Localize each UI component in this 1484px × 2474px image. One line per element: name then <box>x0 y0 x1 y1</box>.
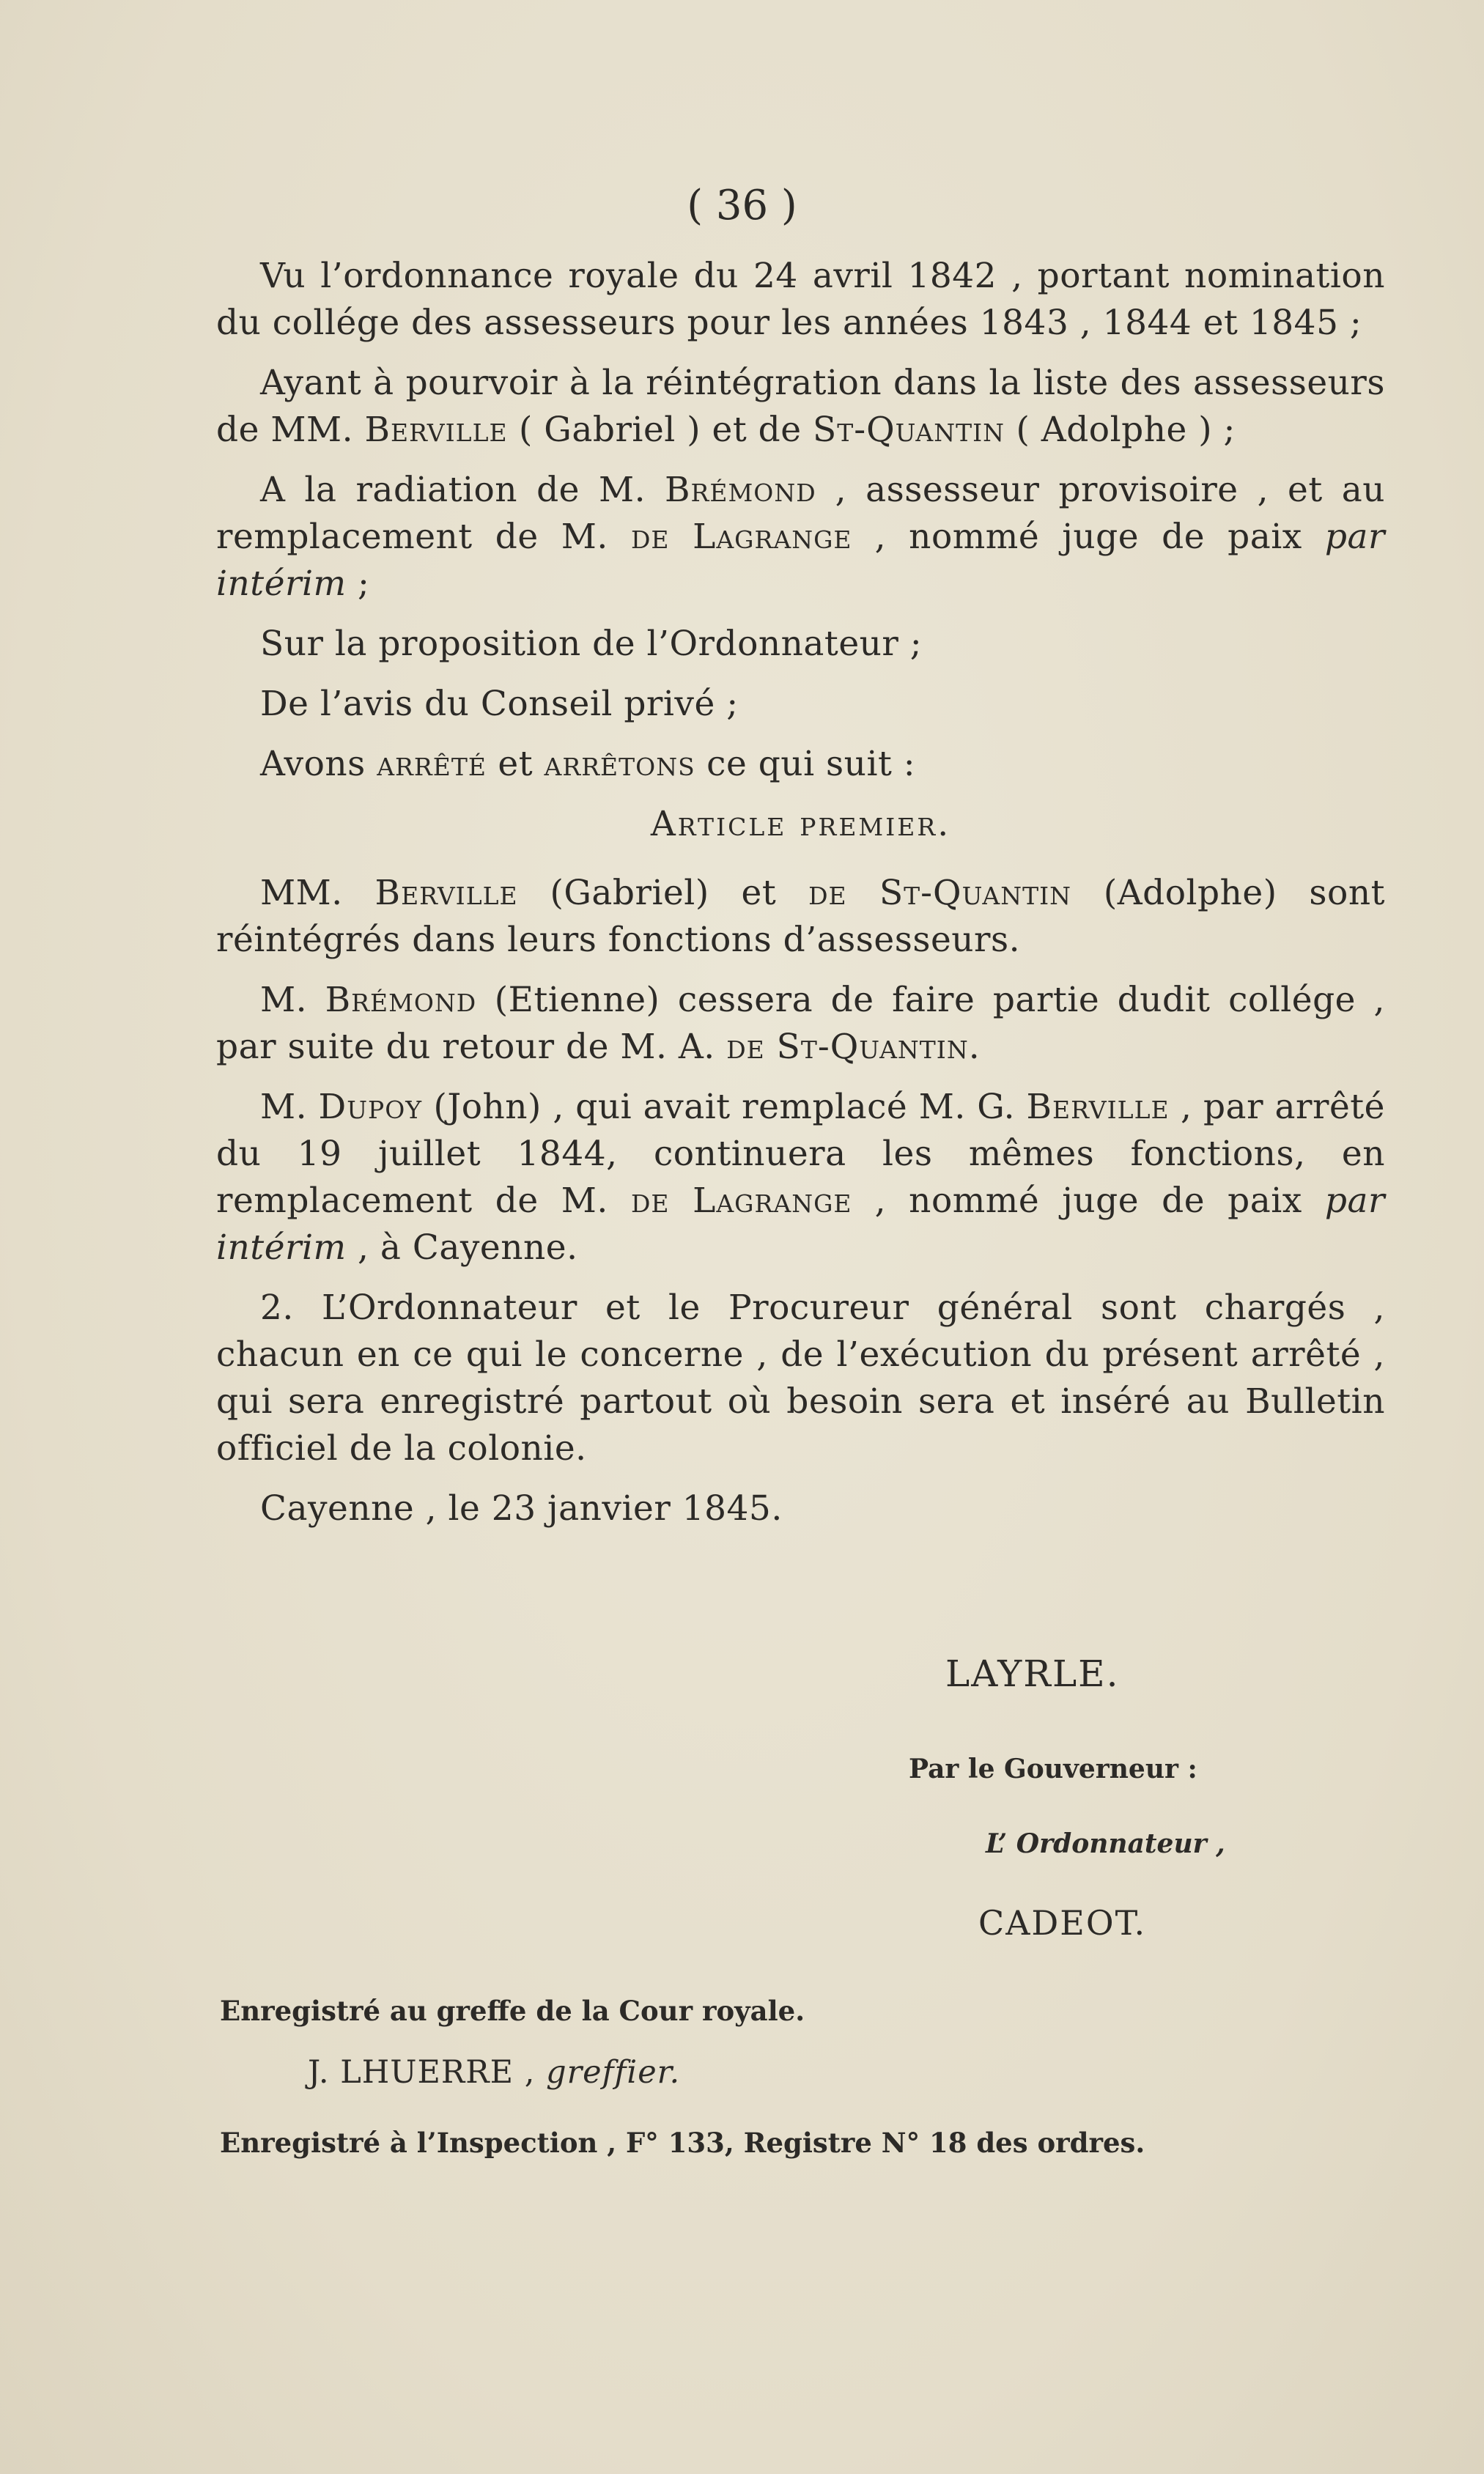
article-heading: Article premier. <box>650 804 951 844</box>
paragraph-avons-arrete: Avons arrêté et arrêtons ce qui suit : <box>260 744 916 784</box>
registration-greffier: J. LHUERRE , greffier. <box>308 2054 681 2091</box>
ordinance-body <box>216 253 1385 1546</box>
paragraph-avis: De l’avis du Conseil privé ; <box>260 684 739 724</box>
italic-par-interim: par intérim <box>216 517 1385 604</box>
ordonnateur-title: L’ Ordonnateur , <box>986 1828 1225 1859</box>
registration-greffe: Enregistré au greffe de la Cour royale. <box>220 1995 805 2027</box>
name-lagrange: de Lagrange <box>630 517 852 557</box>
paragraph-dupoy: M. Dupoy (John) , qui avait remplacé M. G. Berville , par arrêté du 19 juillet 1844, continuera les mêmes fonctions, en remplacement de M. de Lagrange , nommé juge de paix par intérim , à Cayenne. <box>216 1087 1385 1268</box>
paragraph-reintegration: Ayant à pourvoir à la réintégration dans la liste des assesseurs de MM. Berville ( Gabriel ) et de St-Quantin ( Adolphe ) ; <box>216 363 1385 450</box>
name-bremond: Brémond <box>665 470 816 510</box>
paragraph-bremond: M. Brémond (Etienne) cessera de faire partie dudit collége , par suite du retour de M. A. de St-Quantin. <box>216 980 1385 1067</box>
paragraph-article-mm: MM. Berville (Gabriel) et de St-Quantin (Adolphe) sont réintégrés dans leurs fonctions d’assesseurs. <box>216 873 1385 960</box>
paragraph-date: Cayenne , le 23 janvier 1845. <box>260 1488 783 1529</box>
signature-ordonnateur: CADEOT. <box>978 1903 1147 1943</box>
name-berville: Berville <box>364 410 508 450</box>
paragraph-radiation: A la radiation de M. Brémond , assesseur provisoire , et au remplacement de M. de Lagrange , nommé juge de paix par intérim ; <box>216 470 1385 604</box>
paragraph-vu-ordonnance: Vu l’ordonnance royale du 24 avril 1842 , portant nomination du collége des assesseurs pour les années 1843 , 1844 et 1845 ; <box>216 256 1385 343</box>
page-number: ( 36 ) <box>687 182 797 229</box>
registration-inspection: Enregistré à l’Inspection , F° 133, Registre N° 18 des ordres. <box>220 2127 1145 2159</box>
signature-governor: LAYRLE. <box>945 1653 1120 1695</box>
by-governor-label: Par le Gouverneur : <box>909 1754 1197 1784</box>
paragraph-proposition: Sur la proposition de l’Ordonnateur ; <box>260 624 923 664</box>
paragraph-article-2: 2. L’Ordonnateur et le Procureur général sont chargés , chacun en ce qui le concerne , de l’exécution du présent arrêté , qui sera enregistré partout où besoin sera et inséré au Bulletin officiel de la colonie. <box>216 1288 1385 1469</box>
name-st-quantin: St-Quantin <box>813 410 1005 450</box>
